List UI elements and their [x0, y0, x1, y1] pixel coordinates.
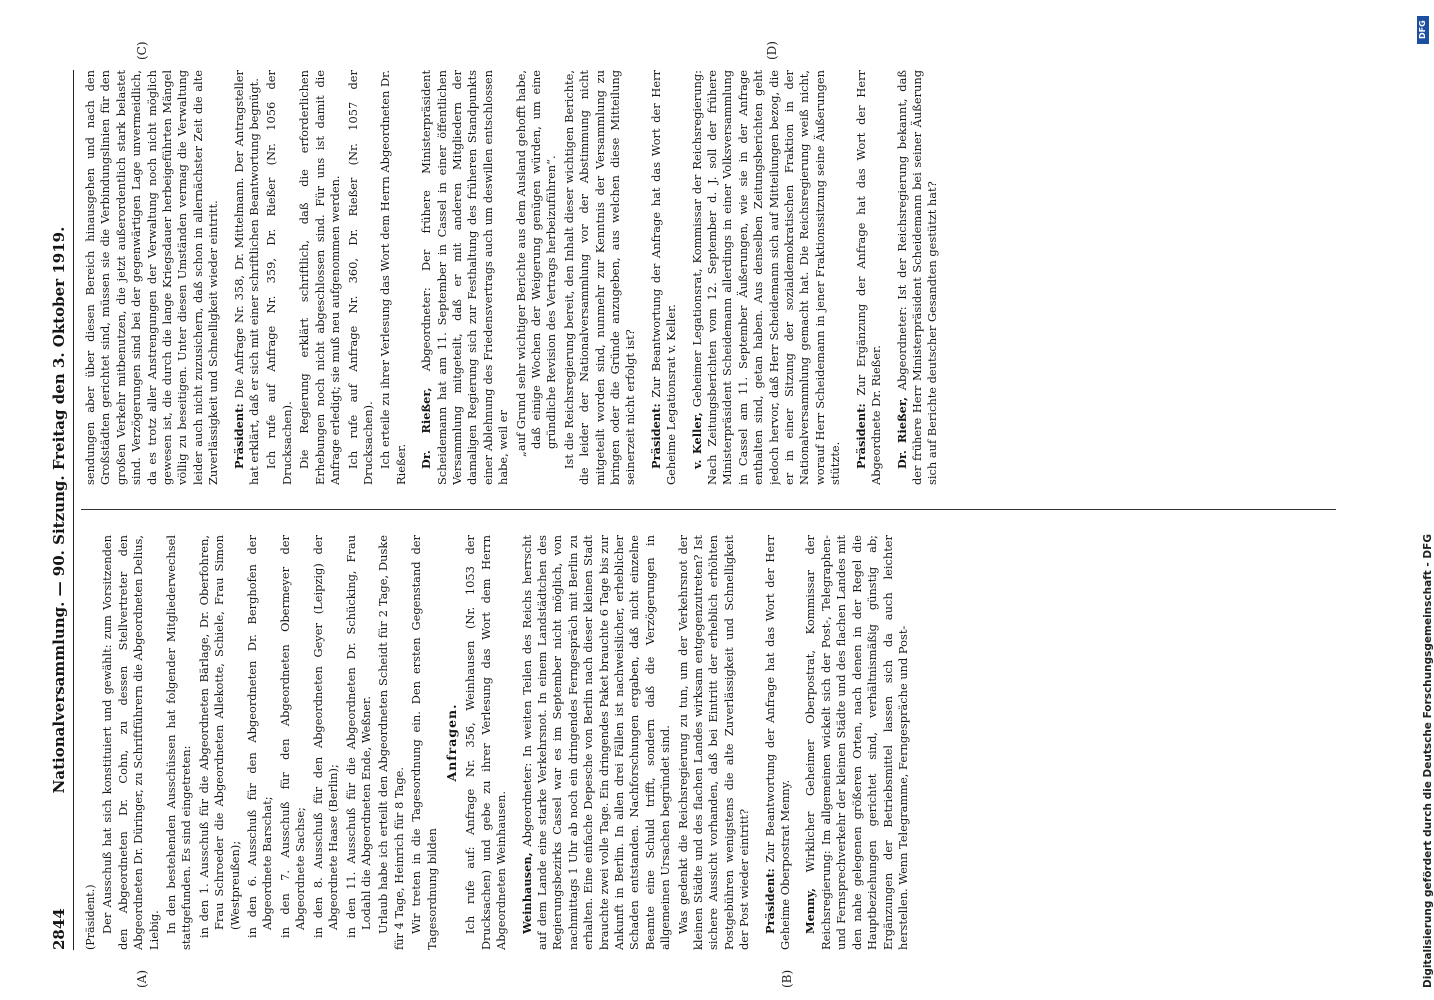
quotation: „auf Grund sehr wichtiger Berichte aus dem Ausland gehofft habe, daß einige Wochen der Weigerung genügen würden, um eine gründliche Revision des Vertrags herbeizuführen“.	[513, 70, 559, 457]
speech-text: Der frühere Ministerpräsident Scheidemann hat am 11. September in Cassel in einer öffentlichen Versammlung mitgeteilt, daß er mit anderen Mitgliedern der damaligen Regierung sich zur Festhaltung des früheren Standpunkts einer Ablehnung des Friedensvertrags auch um deswillen entschlossen habe, weil er	[419, 70, 511, 485]
digitization-credit: Digitalisierung gefördert durch die Deutsche Forschungsgemeinschaft - DFG	[1422, 534, 1434, 988]
floor-paragraph: Ich erteile zu ihrer Verlesung das Wort dem Herrn Abgeordneten Dr. Rießer.	[378, 70, 408, 485]
call-paragraph: Ich rufe auf: Anfrage Nr. 356, Weinhausen (Nr. 1053 der Drucksachen) und gebe zu ihrer Verlesung das Wort dem Herrn Abgeordneten Weinhausen.	[463, 535, 509, 950]
committee-change-6: in den 6. Ausschuß für den Abgeordneten Dr. Berghofen der Abgeordnete Barschat;	[245, 535, 275, 938]
speaker-name: Präsident:	[648, 403, 663, 469]
call-paragraph: Ich rufe auf Anfrage Nr. 360, Dr. Rießer (Nr. 1057 der Drucksachen).	[345, 70, 375, 485]
question-paragraph: Was gedenkt die Reichsregierung zu tun, um der Verkehrsnot der kleinen Städte und des flachen Landes wirksam entgegenzutreten? Ist sichere Aussicht vorhanden, daß bei Eintritt der erheblich erhöhten Postgebühren wenigstens die alte Zuverlässigkeit und Schnelligkeit der Post wieder eintritt?	[675, 535, 752, 950]
page-number: 2844	[50, 908, 68, 950]
speaker-name: Präsident:	[853, 403, 868, 469]
menny-speech	[803, 535, 911, 950]
statement-text: Zur Ergänzung der Anfrage hat das Wort der Herr Abgeordnete Dr. Rießer.	[853, 70, 884, 485]
keller-speech	[690, 70, 844, 485]
committee-change-7: in den 7. Ausschuß für den Abgeordneten Obermeyer der Abgeordnete Sachse;	[277, 535, 308, 938]
speaker-role: Abgeordneter:	[519, 762, 534, 847]
committee-change-8: in den 8. Ausschuß für den Abgeordneten Geyer (Leipzig) der Abgeordnete Haase (Berlin);	[310, 535, 341, 938]
page-header-title: Nationalversammlung. — 90. Sitzung. Freitag den 3. Oktober 1919.	[50, 226, 68, 794]
speech-text: Im allgemeinen wickelt sich der Post-, Telegraphen- und Fernsprechverkehr der kleinen Städte und des flachen Landes mit den nahe gelegenen größeren Orten, nach denen in der Regel die Hauptbeziehungen gerichtet sind, verhältnismäßig günstig ab; Ergänzungen der Betriebsmittel lassen sich da auch leichter herstellen. Wenn Telegramme, Ferngespräche und Post-	[818, 535, 910, 950]
speaker-name: Dr. Rießer,	[419, 387, 434, 469]
riesser-speech	[419, 70, 511, 485]
committee-change-11: in den 11. Ausschuß für die Abgeordneten Dr. Schücking, Frau Lodahl die Abgeordneten Ende, Weßner.	[343, 535, 373, 938]
section-heading: Anfragen.	[443, 703, 459, 782]
speech-text: Nach Zeitungsberichten vom 12. September d. J. soll der frühere Ministerpräsident Scheidemann allerdings in einer Volksversammlung in Cassel am 11. September Äußerungen, wie sie in der Anfrage enthalten sind, getan haben. Aus denselben Zeitungsberichten geht jedoch hervor, daß Herr Scheidemann sich auf Mitteilungen bezog, die er in einer Sitzung der sozialdemokratischen Fraktion in der Nationalversammlung gemacht hat. Die Reichsregierung weiß nicht, worauf Herr Scheidemann in jener Fraktionssitzung seine Äußerungen stützte.	[705, 70, 843, 485]
speaker-role: Wirklicher Geheimer Oberpostrat, Kommissar der Reichsregierung:	[803, 535, 833, 950]
president-statement	[763, 535, 794, 950]
statement-text: Zur Beantwortung der Anfrage hat das Wort der Herr Geheime Oberpostrat Menny.	[762, 535, 793, 950]
speaker-role: Abgeordneter:	[894, 306, 909, 391]
column-divider	[81, 509, 1336, 510]
left-column	[83, 535, 1333, 950]
speech-text: In weiten Teilen des Reichs herrscht auf dem Lande eine starke Verkehrsnot. In einem Landstädtchen des Regierungsbezirks Cassel war es im September nicht möglich, von nachmittags 1 Uhr ab noch ein dringendes Ferngespräch mit Berlin zu erhalten. Eine einfache Depesche von Berlin nach dieser kleinen Stadt brauchte zwei volle Tage. Ein dringendes Paket brauchte 6 Tage bis zur Ankunft in Berlin. In allen drei Fällen ist nachweislicher, erheblicher Schaden entstanden. Nachforschungen ergaben, daß nicht einzelne Beamte eine Schuld trifft, sondern daß die Verzögerungen in allgemeinen Ursachen begründet sind.	[519, 535, 673, 950]
speaker-name: Präsident:	[762, 868, 777, 934]
dfg-logo: DFG	[1417, 16, 1429, 44]
statement-text: Die Anfrage Nr. 358, Dr. Mittelmann. Der Antragsteller hat erklärt, daß er sich mit einer schriftlichen Beantwortung begnügt.	[231, 70, 262, 485]
speaker-name: Weinhausen,	[519, 852, 534, 934]
weinhausen-speech	[520, 535, 674, 950]
margin-mark-b: (B)	[780, 969, 794, 988]
member-change-paragraph: In den bestehenden Ausschüssen hat folgender Mitgliederwechsel stattgefunden. Es sind eingetreten:	[164, 535, 194, 950]
speaker-name: Menny,	[803, 888, 818, 934]
speech-text: Ist der Reichsregierung bekannt, daß der frühere Herr Ministerpräsident Scheidemann bei seiner Äußerung sich auf Berichte deutscher Gesandten gestützt hat?	[894, 70, 940, 485]
margin-mark-a: (A)	[135, 969, 149, 988]
president-statement	[649, 70, 680, 485]
running-header	[45, 70, 74, 950]
president-statement	[232, 70, 263, 485]
government-answer: Die Regierung erklärt schriftlich, daß die erforderlichen Erhebungen noch nicht abgeschlossen sind. Für uns ist damit die Anfrage erledigt; sie muß neu aufgenommen werden.	[297, 70, 343, 485]
document-page	[45, 41, 1345, 988]
speaker-role: Abgeordneter:	[419, 287, 434, 372]
riesser-followup	[895, 70, 941, 485]
speaker-continuation-label: (Präsident.)	[84, 884, 97, 950]
question-paragraph: Ist die Reichsregierung bereit, den Inhalt dieser wichtigen Berichte, die leider der Nationalversammlung vor der Abstimmung nicht mitgeteilt worden sind, nunmehr zur Kenntnis der Versammlung zu bringen oder die Gründe anzugeben, aus welchen diese Mitteilung seinerzeit nicht erfolgt ist?	[561, 70, 638, 485]
margin-mark-d: (D)	[765, 41, 779, 60]
right-column	[83, 70, 1333, 485]
speaker-name: Präsident:	[231, 403, 246, 469]
call-paragraph: Ich rufe auf Anfrage Nr. 359, Dr. Rießer (Nr. 1056 der Drucksachen).	[264, 70, 294, 485]
margin-mark-c: (C)	[135, 41, 149, 60]
president-statement	[854, 70, 885, 485]
speaker-name: v. Keller,	[689, 412, 704, 469]
statement-text: Zur Beantwortung der Anfrage hat das Wort der Herr Geheime Legationsrat v. Keller.	[648, 70, 679, 485]
digitization-sidebar	[1410, 8, 1434, 998]
continuation-paragraph: sendungen aber über diesen Bereich hinausgehen und nach den Großstädten gerichtet sind, müssen sie die Verbindungslinien für den großen Verkehr mitbenutzen, die jetzt außerordentlich stark belastet sind. Verzögerungen sind bei der gegenwärtigen Lage unvermeidlich, da es trotz aller Anstrengungen der Verwaltung noch nicht möglich gewesen ist, die durch die lange Kriegsdauer herbeigeführten Mängel völlig zu beseitigen. Unter diesen Umständen vermag die Verwaltung leider auch nicht zuzusichern, daß schon in allernächster Zeit die alte Zuverlässigkeit und Schnelligkeit wieder eintritt.	[83, 70, 221, 485]
leave-paragraph: Urlaub habe ich erteilt den Abgeordneten Scheidt für 2 Tage, Duske für 4 Tage, Heinrich für 8 Tage.	[376, 535, 406, 950]
speaker-name: Dr. Rießer,	[894, 396, 909, 469]
committee-change-1: in den 1. Ausschuß für die Abgeordneten Bärlage, Dr. Oberfohren, Frau Schroeder die Abgeordneten Allekotte, Schiele, Frau Simon (Westpreußen);	[196, 535, 242, 938]
committee-paragraph: Der Ausschuß hat sich konstituiert und gewählt: zum Vorsitzenden den Abgeordneten Dr. Cohn, zu dessen Stellvertreter den Abgeordneten Dr. Düringer, zu Schriftführern die Abgeordneten Delius, Liebig.	[100, 535, 161, 950]
speaker-role: Geheimer Legationsrat, Kommissar der Reichsregierung:	[689, 70, 704, 408]
agenda-paragraph: Wir treten in die Tagesordnung ein. Den ersten Gegenstand der Tagesordnung bilden	[409, 535, 439, 950]
